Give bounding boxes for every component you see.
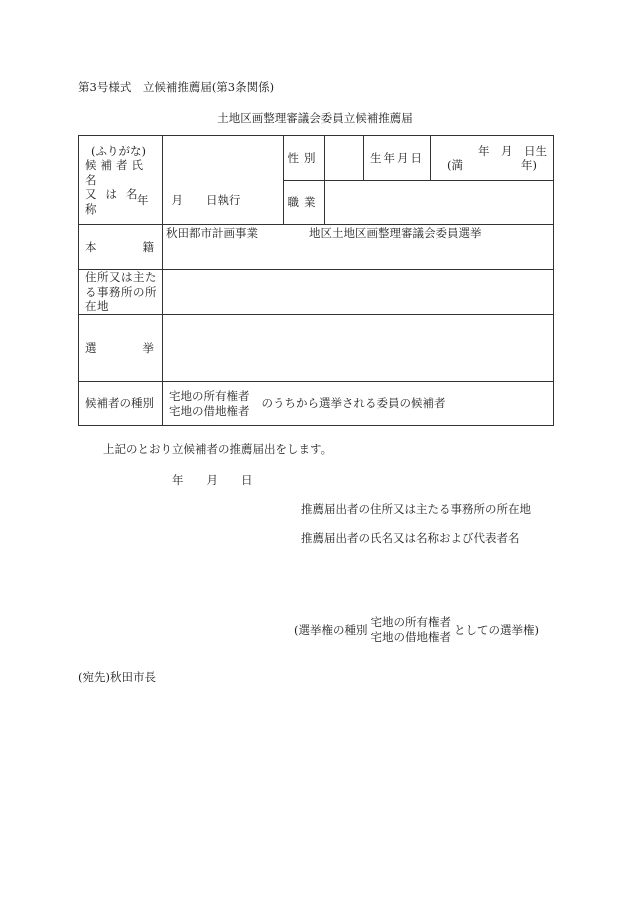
voting-right-lessee: 宅地の借地権者 [370,629,451,644]
recommendation-form-table [78,135,554,426]
candidate-name-field[interactable] [163,136,284,225]
type-owner: 宅地の所有権者 [169,389,250,404]
applicant-address-label: 推薦届出者の住所又は主たる事務所の所在地 [301,502,531,516]
birth-date-label: 生年月日 [364,136,431,181]
statement: 上記のとおり立候補者の推薦届出をします。 [103,442,333,456]
election-field[interactable] [163,315,554,382]
voting-right-line [294,615,539,645]
candidate-type-field [163,382,554,426]
applicant-name-label: 推薦届出者の氏名又は名称および代表者名 [301,531,520,545]
sex-label: 性別 [284,136,325,181]
occupation-label: 職業 [284,181,325,225]
election-label [79,315,163,382]
candidate-name-label: (ふりがな) 候補者氏名 又は名称 [79,136,163,225]
form-number: 第3号様式 立候補推薦届(第3条関係) [78,80,275,94]
election-name: 地区土地区画整理審議会委員選挙 [309,226,482,240]
domicile-label-text: 本 籍 [85,239,154,254]
age-open: (満 [447,158,463,172]
address-label: 住所又は主たる事務所の所在地 [79,270,163,315]
sex-field[interactable] [325,136,364,181]
voting-right-prefix: (選挙権の種別 [294,622,368,637]
birth-date-field[interactable] [431,136,554,181]
candidate-type-label: 候補者の種別 [79,382,163,426]
addressee: (宛先)秋田市長 [78,670,156,684]
occupation-field[interactable] [325,181,554,225]
election-date: 年 月 日執行 [137,193,241,207]
address-field[interactable] [163,270,554,315]
domicile-label [79,225,163,270]
election-project: 秋田都市計画事業 [166,226,258,240]
document-title: 土地区画整理審議会委員立候補推薦届 [217,111,413,125]
age-close: 年) [521,158,537,172]
type-suffix: のうちから選挙される委員の候補者 [261,396,446,411]
voting-right-suffix: としての選挙権) [454,622,539,637]
type-lessee: 宅地の借地権者 [169,403,250,418]
birth-date-value: 年 月 日生 [478,144,547,158]
voting-right-owner: 宅地の所有権者 [370,615,451,629]
date-line: 年 月 日 [172,473,253,487]
election-label-text: 選 挙 [85,340,154,355]
